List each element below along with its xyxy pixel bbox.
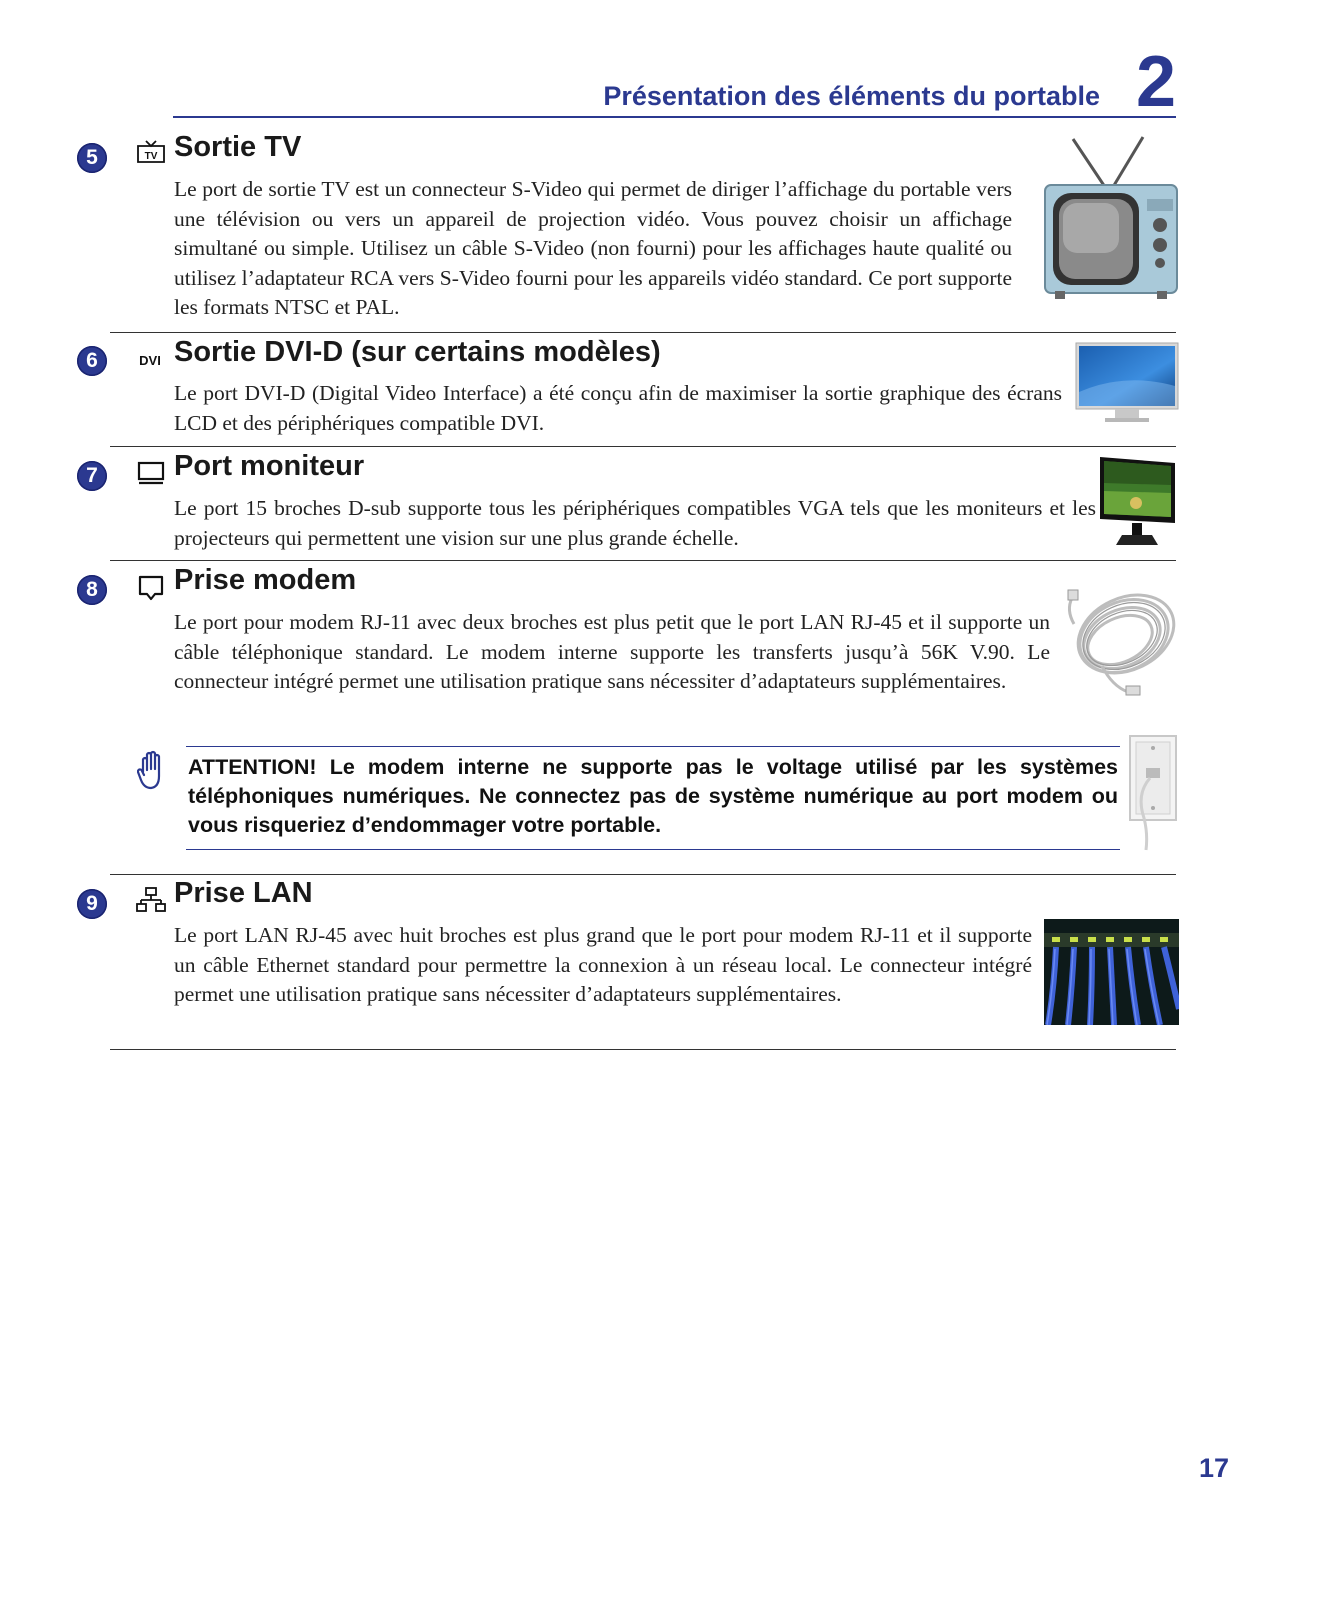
section-divider	[110, 332, 1176, 333]
section-title-dvi: Sortie DVI-D (sur certains modèles)	[174, 336, 661, 368]
chapter-number: 2	[1135, 42, 1176, 122]
section-number-5: 5	[77, 143, 107, 173]
section-number-6: 6	[77, 346, 107, 376]
vga-monitor-image	[1096, 455, 1179, 547]
television-image	[1043, 135, 1179, 301]
section-title-monitor: Port moniteur	[174, 450, 365, 482]
section-number-7: 7	[77, 461, 107, 491]
page-number: 17	[1198, 1453, 1229, 1483]
modem-icon	[136, 574, 166, 602]
section-title-modem: Prise modem	[174, 564, 357, 596]
lcd-monitor-image	[1075, 342, 1179, 424]
ethernet-cables-image	[1044, 919, 1179, 1025]
tv-out-icon	[136, 140, 166, 168]
page-header	[173, 42, 1176, 122]
dvi-icon	[136, 345, 166, 373]
warning-box	[186, 746, 1120, 850]
phone-cable-image	[1062, 586, 1179, 698]
section-title-tv: Sortie TV	[174, 131, 302, 163]
section-number-8: 8	[77, 575, 107, 605]
section-body-tv: Le port de sortie TV est un connecteur S-Video qui permet de diriger l’affichage du portable vers une télévision ou vers un appareil de projection vidéo. Vous pouvez choisir un affichage simultané ou simple. Utilisez un câble S-Video (non fourni) pour les affichages haute qualité ou utilisez l’adaptateur RCA vers S-Video fourni pour les appareils vidéo standard. Ce port supporte les formats NTSC et PAL.	[174, 177, 1012, 319]
warning-text: ATTENTION! Le modem interne ne supporte pas le voltage utilisé par les systèmes téléphoniques numériques. Ne connectez pas de système numérique au port modem ou vous risqueriez d’endommager votre portable.	[188, 755, 1118, 837]
svg-text:TV: TV	[144, 151, 158, 162]
lan-icon	[136, 886, 166, 914]
svg-text:DVI: DVI	[139, 353, 161, 368]
section-divider	[110, 560, 1176, 561]
chapter-title: Présentation des éléments du portable	[603, 81, 1100, 111]
section-divider	[110, 1049, 1176, 1050]
section-body-dvi: Le port DVI-D (Digital Video Interface) a été conçu afin de maximiser la sortie graphique des écrans LCD et des périphériques compatible DVI.	[174, 381, 1062, 435]
section-body-lan: Le port LAN RJ-45 avec huit broches est plus grand que le port pour modem RJ-11 et il supporte un câble Ethernet standard pour permettre la connexion à un réseau local. Le connecteur intégré permet une utilisation pratique sans nécessiter d’adaptateurs supplémentaires.	[174, 923, 1032, 1006]
section-body-monitor: Le port 15 broches D-sub supporte tous les périphériques compatibles VGA tels que les moniteurs et les projecteurs qui permettent une vision sur une plus grande échelle.	[174, 496, 1096, 550]
section-divider	[110, 446, 1176, 447]
monitor-icon	[136, 460, 166, 488]
section-title-lan: Prise LAN	[174, 877, 313, 909]
hand-stop-icon	[137, 750, 167, 792]
phone-wall-jack-image	[1124, 734, 1179, 852]
section-divider	[110, 874, 1176, 875]
section-number-9: 9	[77, 889, 107, 919]
section-body-modem: Le port pour modem RJ-11 avec deux broches est plus petit que le port LAN RJ-45 et il supporte un câble téléphonique standard. Le modem interne supporte les transferts jusqu’à 56K V.90. Le connecteur intégré permet une utilisation pratique sans nécessiter d’adaptateurs supplémentaires.	[174, 610, 1050, 693]
